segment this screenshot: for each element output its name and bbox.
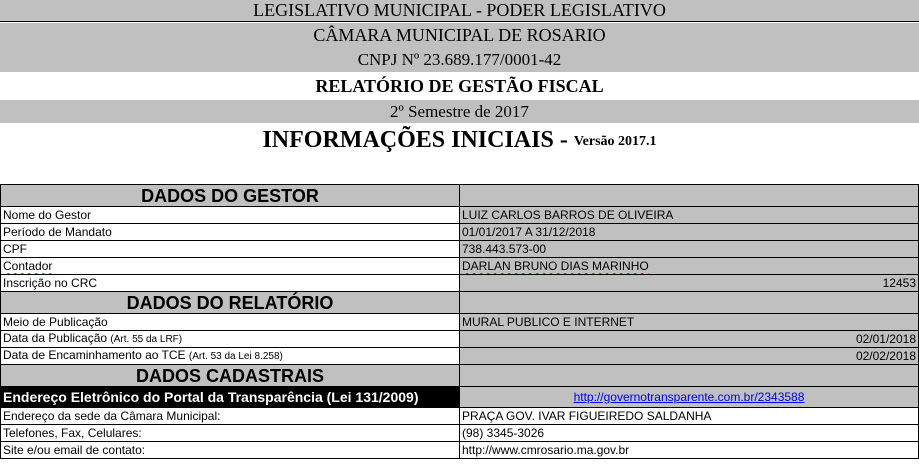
cell-value[interactable]: 01/01/2017 A 31/12/2018 xyxy=(460,224,919,241)
page-title xyxy=(0,123,919,157)
table-row xyxy=(1,207,919,224)
section-dados-cadastrais xyxy=(1,365,460,387)
table-row xyxy=(1,314,919,331)
table-row xyxy=(1,224,919,241)
header-relatorio xyxy=(0,72,919,100)
data-grid xyxy=(0,184,919,459)
table-row xyxy=(1,408,919,425)
empty-cell[interactable] xyxy=(460,292,919,314)
version-label: Versão 2017.1 xyxy=(573,134,657,149)
label-text: Data de Encaminhamento ao TCE xyxy=(3,348,186,362)
cell-value[interactable]: MURAL PUBLICO E INTERNET xyxy=(460,314,919,331)
cell-value[interactable]: http://www.cmrosario.ma.gov.br xyxy=(460,442,919,459)
section-dados-gestor xyxy=(1,185,460,207)
cell-value[interactable]: 12453 xyxy=(460,275,919,292)
table-row xyxy=(1,442,919,459)
cell-value[interactable]: 02/02/2018 xyxy=(460,348,919,365)
cell-value[interactable]: PRAÇA GOV. IVAR FIGUEIREDO SALDANHA xyxy=(460,408,919,425)
cell-value[interactable]: LUIZ CARLOS BARROS DE OLIVEIRA xyxy=(460,207,919,224)
header-legislativo xyxy=(0,0,919,22)
cell-value[interactable]: (98) 3345-3026 xyxy=(460,425,919,442)
header-cnpj xyxy=(0,47,919,72)
spacer-row xyxy=(0,157,919,184)
empty-cell[interactable] xyxy=(460,365,919,387)
section-title: DADOS DO RELATÓRIO xyxy=(126,292,334,313)
cell-label[interactable] xyxy=(1,331,460,348)
header-semestre xyxy=(0,100,919,123)
contador-label: Contador xyxy=(3,258,53,273)
cell-label[interactable]: Endereço da sede da Câmara Municipal: xyxy=(1,408,460,425)
cell-label[interactable]: Período de Mandato xyxy=(1,224,460,241)
portal-label[interactable]: Endereço Eletrônico do Portal da Transparência (Lei 131/2009) xyxy=(1,387,460,408)
table-row xyxy=(1,425,919,442)
cell-label[interactable] xyxy=(1,258,460,275)
header-line-2: CÂMARA MUNICIPAL DE ROSARIO xyxy=(313,24,606,45)
cell-value[interactable]: 02/01/2018 xyxy=(460,331,919,348)
portal-link[interactable]: http://governotransparente.com.br/2343588 xyxy=(460,387,919,408)
cell-label[interactable]: Nome do Gestor xyxy=(1,207,460,224)
header-line-3: CNPJ Nº 23.689.177/0001-42 xyxy=(357,49,562,69)
cell-label[interactable]: Telefones, Fax, Celulares: xyxy=(1,425,460,442)
header-line-5: 2º Semestre de 2017 xyxy=(390,101,529,121)
table-row xyxy=(1,387,919,408)
cell-label[interactable]: Site e/ou email de contato: xyxy=(1,442,460,459)
label-note: (Art. 55 da LRF) xyxy=(110,334,183,345)
table-row xyxy=(1,331,919,348)
cell-value[interactable]: 738.443.573-00 xyxy=(460,241,919,258)
page-title-text: INFORMAÇÕES INICIAIS - xyxy=(262,126,568,153)
table-row xyxy=(1,258,919,275)
cell-label[interactable] xyxy=(1,348,460,365)
contador-value: DARLAN BRUNO DIAS MARINHO xyxy=(462,258,649,273)
section-dados-relatorio xyxy=(1,292,460,314)
table-row xyxy=(1,275,919,292)
table-row xyxy=(1,241,919,258)
header-line-1: LEGISLATIVO MUNICIPAL - PODER LEGISLATIVO xyxy=(253,0,666,20)
cell-label[interactable]: Inscrição no CRC xyxy=(1,275,460,292)
cell-label[interactable]: Meio de Publicação xyxy=(1,314,460,331)
header-camara xyxy=(0,23,919,47)
label-text: Data da Publicação xyxy=(3,331,108,345)
cell-value[interactable] xyxy=(460,258,919,275)
section-title: DADOS DO GESTOR xyxy=(141,185,319,206)
label-note: (Art. 53 da Lei 8.258) xyxy=(188,351,283,362)
empty-cell[interactable] xyxy=(460,185,919,207)
table-row xyxy=(1,348,919,365)
header-line-4: RELATÓRIO DE GESTÃO FISCAL xyxy=(315,75,604,96)
section-title: DADOS CADASTRAIS xyxy=(135,365,324,386)
cell-label[interactable]: CPF xyxy=(1,241,460,258)
